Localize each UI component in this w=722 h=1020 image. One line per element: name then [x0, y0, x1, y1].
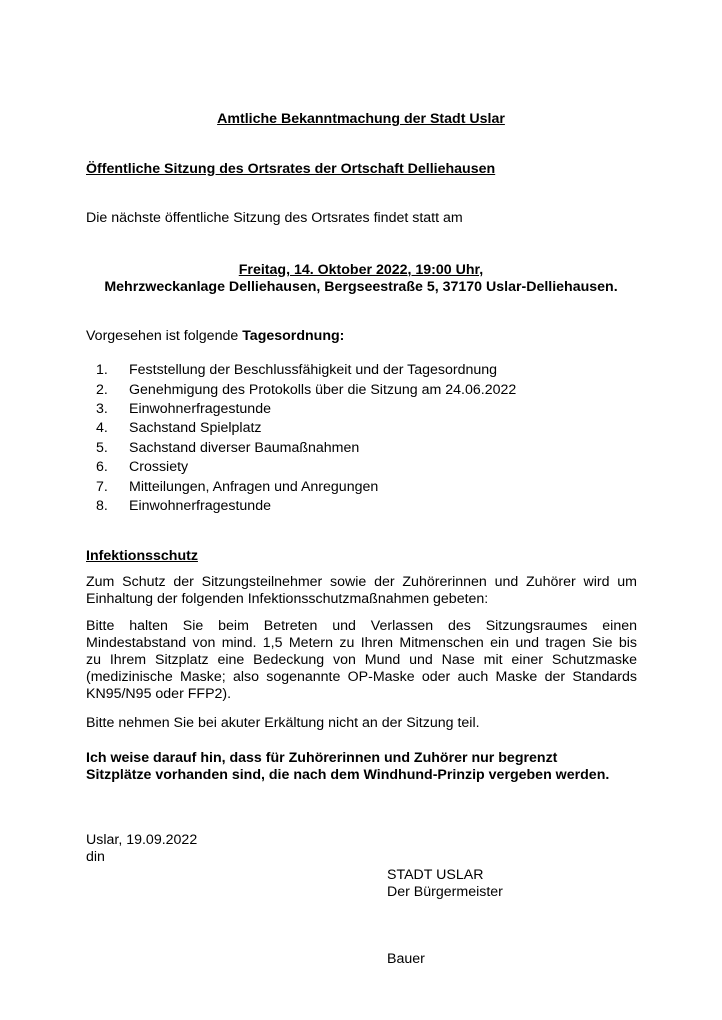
- seating-notice: [86, 750, 609, 784]
- agenda-item: [86, 497, 516, 516]
- agenda-item-number: 4.: [96, 420, 108, 437]
- agenda-item: [86, 361, 516, 380]
- agenda-intro: [86, 328, 344, 345]
- authority-role: Der Bürgermeister: [387, 884, 503, 900]
- agenda-item: [86, 400, 516, 419]
- meeting-date-time: Freitag, 14. Oktober 2022, 19:00 Uhr,: [238, 262, 484, 278]
- notice-line: Ich weise darauf hin, dass für Zuhörerinnen und Zuhörer nur begrenzt: [86, 750, 558, 766]
- author-initials: din: [86, 849, 105, 865]
- agenda-intro-bold: Tagesordnung:: [242, 328, 345, 344]
- agenda-intro-prefix: Vorgesehen ist folgende: [86, 328, 243, 344]
- place-date: Uslar, 19.09.2022: [86, 832, 198, 848]
- agenda-item-text: Crossiety: [129, 459, 189, 476]
- page-subtitle: Öffentliche Sitzung des Ortsrates der Ortschaft Delliehausen: [86, 161, 496, 177]
- paragraph-line: (medizinische Maske; also sogenannte OP-Maske oder auch Maske der Standards: [86, 669, 637, 685]
- agenda-item: [86, 439, 516, 458]
- infection-heading: Infektionsschutz: [86, 548, 198, 564]
- paragraph-line: zu Ihrem Sitzplatz eine Bedeckung von Mund und Nase mit einer Schutzmaske: [86, 652, 637, 668]
- agenda-item-text: Einwohnerfragestunde: [129, 400, 271, 417]
- agenda-item: [86, 419, 516, 438]
- agenda-item-text: Mitteilungen, Anfragen und Anregungen: [129, 478, 379, 495]
- signature-name: Bauer: [387, 951, 425, 967]
- agenda-item: [86, 458, 516, 477]
- paragraph-line: KN95/N95 oder FFP2).: [86, 686, 232, 702]
- paragraph-line: Mindestabstand von mind. 1,5 Metern zu Ihren Mitmenschen ein und tragen Sie bis: [86, 635, 637, 651]
- infection-paragraph-2: [86, 618, 637, 703]
- paragraph-line: Zum Schutz der Sitzungsteilnehmer sowie der Zuhörerinnen und Zuhörer wird um: [86, 574, 637, 590]
- intro-text: Die nächste öffentliche Sitzung des Ortsrates findet statt am: [86, 210, 463, 226]
- agenda-list: [86, 361, 516, 516]
- agenda-item-number: 2.: [96, 381, 108, 398]
- agenda-item: [86, 380, 516, 399]
- agenda-item-number: 6.: [96, 459, 108, 476]
- infection-paragraph-1: [86, 574, 637, 608]
- agenda-item-text: Genehmigung des Protokolls über die Sitzung am 24.06.2022: [129, 381, 517, 398]
- agenda-item-text: Sachstand diverser Baumaßnahmen: [129, 439, 360, 456]
- paragraph-line: Bitte halten Sie beim Betreten und Verlassen des Sitzungsraumes einen: [86, 618, 637, 634]
- agenda-item-number: 7.: [96, 478, 108, 495]
- agenda-item-number: 8.: [96, 497, 108, 514]
- agenda-item-number: 5.: [96, 439, 108, 456]
- meeting-location: Mehrzweckanlage Delliehausen, Bergseestraße 5, 37170 Uslar-Delliehausen.: [104, 279, 618, 295]
- agenda-item-text: Feststellung der Beschlussfähigkeit und der Tagesordnung: [129, 362, 498, 379]
- infection-paragraph-3: Bitte nehmen Sie bei akuter Erkältung nicht an der Sitzung teil.: [86, 715, 480, 731]
- page-title: Amtliche Bekanntmachung der Stadt Uslar: [217, 111, 505, 127]
- agenda-item-text: Einwohnerfragestunde: [129, 497, 271, 514]
- notice-line: Sitzplätze vorhanden sind, die nach dem Windhund-Prinzip vergeben werden.: [86, 767, 610, 783]
- paragraph-line: Einhaltung der folgenden Infektionsschutzmaßnahmen gebeten:: [86, 591, 489, 607]
- agenda-item-number: 1.: [96, 362, 108, 379]
- agenda-item-number: 3.: [96, 400, 108, 417]
- agenda-item-text: Sachstand Spielplatz: [129, 420, 262, 437]
- authority-name: STADT USLAR: [387, 867, 484, 883]
- agenda-item: [86, 477, 516, 496]
